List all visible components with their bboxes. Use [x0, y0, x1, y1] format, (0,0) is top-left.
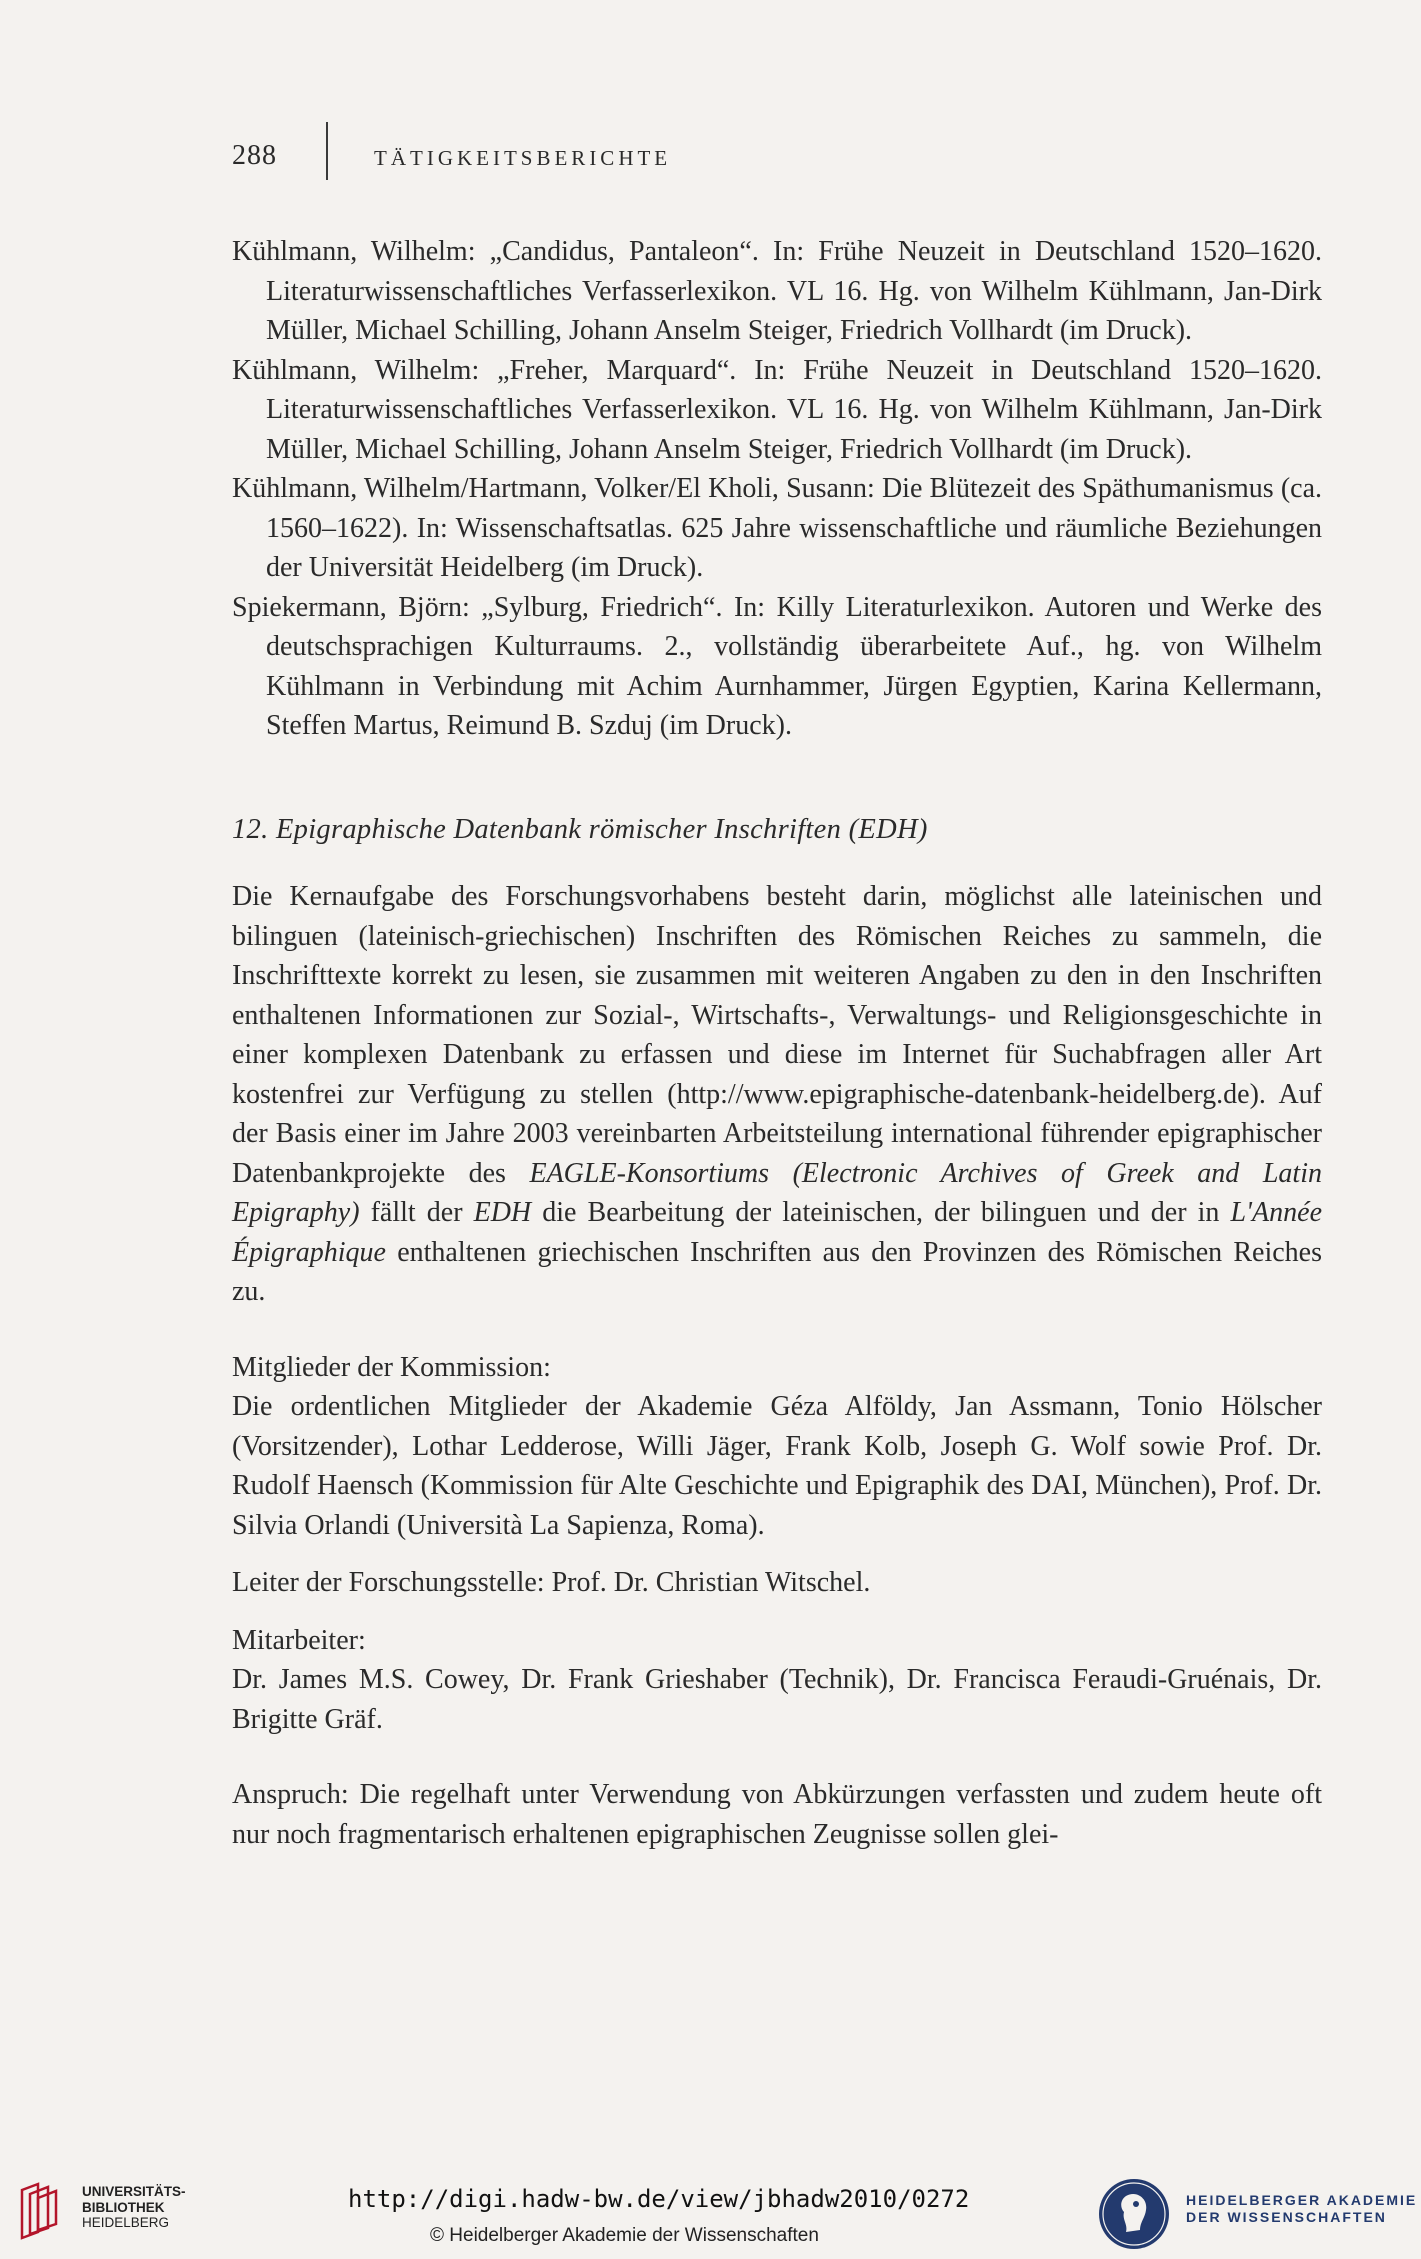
header-divider [326, 122, 328, 180]
claim-paragraph: Anspruch: Die regelhaft unter Verwendung von Abkürzungen verfassten und zudem heute oft nur noch fragmentarisch erhaltenen epigraphischen Zeugnisse sollen glei- [232, 1779, 1322, 1850]
academy-seal-icon [1096, 2176, 1172, 2252]
commission-label: Mitglieder der Kommission: [232, 1351, 551, 1383]
digitization-footer [0, 2160, 1421, 2259]
bibliography-list [232, 232, 1322, 746]
commission-members: Die ordentlichen Mitglieder der Akademie Géza Alföldy, Jan Assmann, Tonio Hölscher (Vorsitzender), Lothar Ledderose, Willi Jäger, Frank Kolb, Joseph G. Wolf sowie Prof. Dr. Rudolf Haensch (Kommission für Alte Geschichte und Epigraphik des DAI, München), Prof. Dr. Silvia Orlandi (Università La Sapienza, Roma). [232, 1391, 1322, 1541]
section-heading: 12. Epigraphische Datenbank römischer Inschriften (EDH) [232, 813, 928, 845]
research-leader: Leiter der Forschungsstelle: Prof. Dr. Christian Witschel. [232, 1567, 871, 1598]
bibliography-entry: Kühlmann, Wilhelm: „Freher, Marquard“. In: Frühe Neuzeit in Deutschland 1520–1620. Literaturwissenschaftliches Verfasserlexikon. VL 16. Hg. von Wilhelm Kühlmann, Jan-Dirk Müller, Michael Schilling, Johann Anselm Steiger, Friedrich Vollhardt (im Druck). [232, 354, 1322, 465]
bibliography-entry: Kühlmann, Wilhelm: „Candidus, Pantaleon“. In: Frühe Neuzeit in Deutschland 1520–1620. Literaturwissenschaftliches Verfasserlexikon. VL 16. Hg. von Wilhelm Kühlmann, Jan-Dirk Müller, Michael Schilling, Johann Anselm Steiger, Friedrich Vollhardt (im Druck). [232, 236, 1322, 346]
university-library-name: UNIVERSITÄTS- BIBLIOTHEK HEIDELBERG [82, 2184, 186, 2230]
annee-epigraphique-title: L'Année Épigraphique [232, 1197, 1323, 1268]
eagle-consortium-title: EAGLE-Konsortiums (Electronic Archives of Greek and Latin Epigraphy) [232, 1157, 1322, 1228]
page-number: 288 [232, 140, 277, 171]
permalink-url[interactable]: http://digi.hadw-bw.de/view/jbhadw2010/0272 [348, 2185, 970, 2213]
bibliography-entry: Spiekermann, Björn: „Sylburg, Friedrich“. In: Killy Literaturlexikon. Autoren und Werke des deutschsprachigen Kulturraums. 2., vollständig überarbeitete Auf., hg. von Wilhelm Kühlmann in Verbindung mit Achim Aurnhammer, Jürgen Egyptien, Karina Kellermann, Steffen Martus, Reimund B. Szduj (im Druck). [232, 591, 1322, 741]
staff-label: Mitarbeiter: [232, 1624, 366, 1656]
university-library-logo-icon [18, 2182, 60, 2240]
section-intro-paragraph: Die Kernaufgabe des Forschungsvorhabens besteht darin, möglichst alle lateinischen und bilinguen (lateinisch-griechischen) Inschriften des Römischen Reiches zu sammeln, die Inschrifttexte korrekt zu lesen, sie zusammen mit weiteren Angaben zu den in den Inschriften enthaltenen Informationen zur Sozial-, Wirtschafts-, Verwaltungs- und Religionsgeschichte in einer komplexen Datenbank zu erfassen und diese im Internet für Suchabfragen aller Art kostenfrei zur Verfügung zu stellen (http://www.epigraphische-datenbank-heidelberg.de). Auf der Basis einer im Jahre 2003 vereinbarten Arbeitsteilung international führender epigraphischer Datenbankprojekte des EAGLE-Konsortiums (Electronic Archives of Greek and Latin Epigraphy) fällt der EDH die Bearbeitung der lateinischen, der bilinguen und der in L'Année Épigraphique enthaltenen griechischen Inschriften aus den Provinzen des Römischen Reiches zu. [232, 881, 1323, 1307]
staff-members: Dr. James M.S. Cowey, Dr. Frank Grieshaber (Technik), Dr. Francisca Feraudi-Gruénais, Dr. Brigitte Gräf. [232, 1664, 1322, 1735]
edh-abbrev: EDH [473, 1197, 532, 1228]
page-content [232, 232, 1322, 1854]
bibliography-entry: Kühlmann, Wilhelm/Hartmann, Volker/El Kholi, Susann: Die Blütezeit des Späthumanismus (ca. 1560–1622). In: Wissenschaftsatlas. 625 Jahre wissenschaftliche und räumliche Beziehungen der Universität Heidelberg (im Druck). [232, 473, 1322, 583]
copyright-notice: © Heidelberger Akademie der Wissenschaften [430, 2225, 819, 2246]
academy-name: HEIDELBERGER AKADEMIE DER WISSENSCHAFTEN [1186, 2192, 1418, 2225]
running-head: TÄTIGKEITSBERICHTE [374, 146, 672, 170]
